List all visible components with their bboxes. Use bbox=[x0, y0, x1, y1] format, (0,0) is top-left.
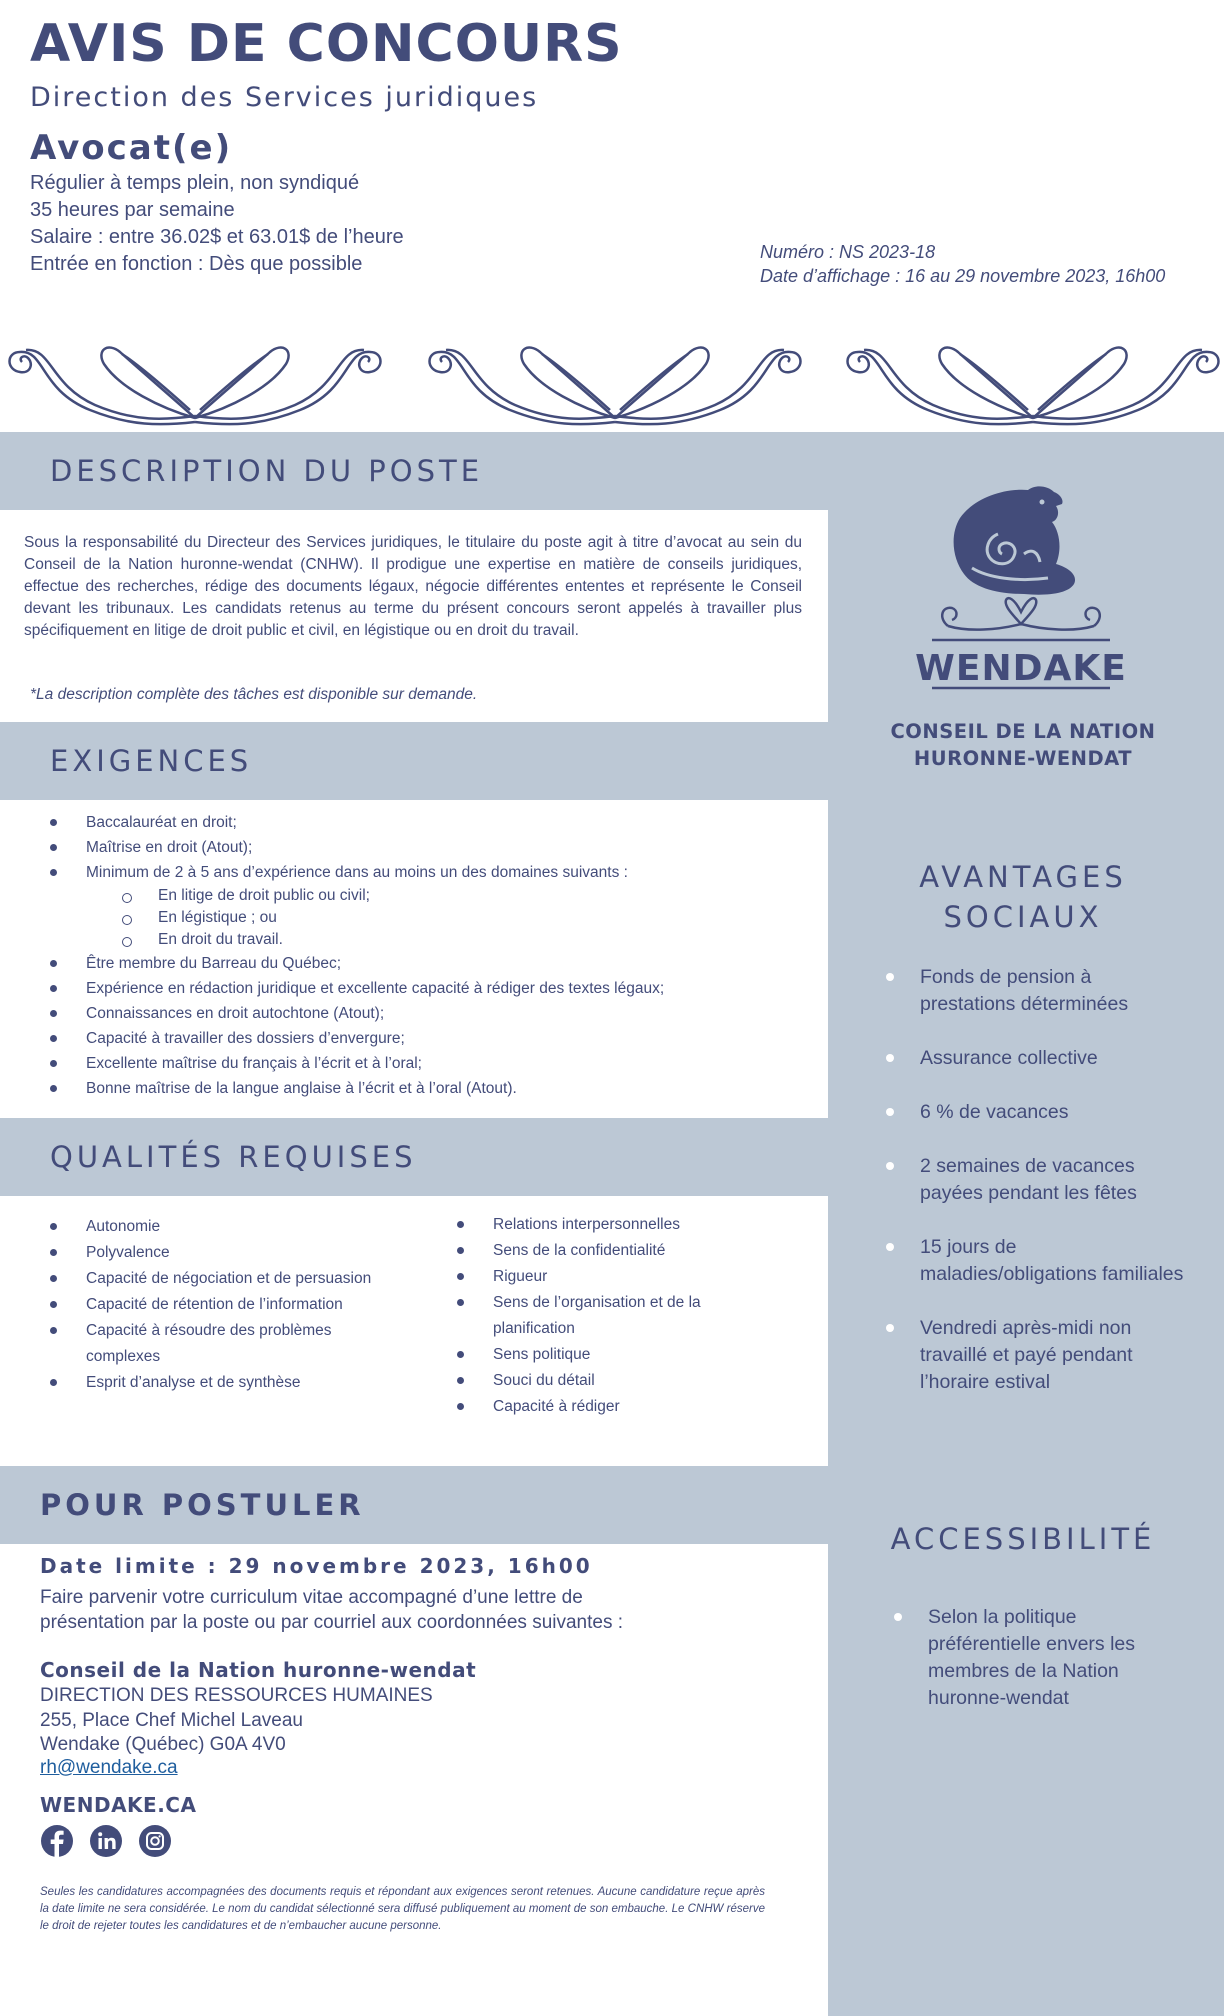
benefits-title-line: AVANTAGES bbox=[919, 860, 1127, 894]
benefits-list bbox=[886, 964, 1186, 1423]
list-item: Bonne maîtrise de la langue anglaise à l’écrit et à l’oral (Atout). bbox=[50, 1076, 810, 1101]
instagram-icon[interactable] bbox=[138, 1824, 172, 1858]
council-name-line: HURONNE-WENDAT bbox=[913, 747, 1133, 770]
department-name: Direction des Services juridiques bbox=[30, 82, 539, 113]
section-band-qualities bbox=[0, 1118, 828, 1196]
accessibility-list bbox=[894, 1604, 1194, 1739]
job-start: Entrée en fonction : Dès que possible bbox=[30, 253, 363, 275]
section-band-requirements bbox=[0, 722, 828, 800]
requirements-list bbox=[50, 810, 810, 1101]
section-title-apply: POUR POSTULER bbox=[40, 1488, 365, 1522]
sub-list-item: En légistique ; ou bbox=[50, 907, 810, 929]
list-item: Capacité à résoudre des problèmes complexes bbox=[50, 1318, 350, 1370]
council-name bbox=[852, 718, 1194, 772]
accessibility-title: ACCESSIBILITÉ bbox=[890, 1522, 1156, 1556]
posting-number: Numéro : NS 2023-18 bbox=[760, 242, 936, 262]
benefits-title bbox=[852, 857, 1194, 937]
job-salary: Salaire : entre 36.02$ et 63.01$ de l’heure bbox=[30, 226, 404, 248]
email-link[interactable]: rh@wendake.ca bbox=[40, 1757, 178, 1778]
list-item: Capacité à travailler des dossiers d’envergure; bbox=[50, 1026, 810, 1051]
job-status: Régulier à temps plein, non syndiqué bbox=[30, 172, 360, 194]
list-item: Minimum de 2 à 5 ans d’expérience dans au moins un des domaines suivants : bbox=[50, 860, 810, 885]
list-item: Capacité de négociation et de persuasion bbox=[50, 1266, 430, 1292]
list-item: Expérience en rédaction juridique et excellente capacité à rédiger des textes légaux; bbox=[50, 976, 810, 1001]
application-deadline: Date limite : 29 novembre 2023, 16h00 bbox=[40, 1554, 593, 1578]
list-item: Relations interpersonnelles bbox=[457, 1212, 777, 1238]
disclaimer-text: Seules les candidatures accompagnées des documents requis et répondant aux exigences seront retenues. Aucune candidature reçue après la date limite ne sera considérée. Le nom du candidat sélectionné sera diffusé publiquement au moment de son embauche. Le CNHW réserve le droit de rejeter toutes les candidatures et de n’embaucher aucune personne. bbox=[40, 1886, 765, 1932]
address-line: DIRECTION DES RESSOURCES HUMAINES bbox=[40, 1685, 433, 1706]
list-item: Maîtrise en droit (Atout); bbox=[50, 835, 810, 860]
list-item: Souci du détail bbox=[457, 1368, 777, 1394]
section-title-requirements: EXIGENCES bbox=[50, 744, 253, 778]
benefits-title-line: SOCIAUX bbox=[943, 900, 1103, 934]
linkedin-icon[interactable] bbox=[89, 1824, 123, 1858]
list-item: Sens de la confidentialité bbox=[457, 1238, 777, 1264]
ornament-divider bbox=[0, 330, 1224, 434]
apply-instructions: Faire parvenir votre curriculum vitae accompagné d’une lettre de présentation par la poste ou par courriel aux coordonnées suivantes : bbox=[40, 1587, 624, 1633]
beaver-logo-icon bbox=[915, 478, 1127, 696]
section-band-apply bbox=[0, 1466, 828, 1544]
council-name-line: CONSEIL DE LA NATION bbox=[890, 720, 1156, 743]
description-text: Sous la responsabilité du Directeur des Services juridiques, le titulaire du poste agit à titre d’avocat au sein du Conseil de la Nation huronne-wendat (CNHW). Il prodigue une expertise en matière de conseils juridiques, effectue des recherches, rédige des documents légaux, négocie différentes ententes et représente le Conseil devant les tribunaux. Les candidats retenus au terme du présent concours seront appelés à travailler plus spécifiquement en litige de droit public et civil, en légistique ou en droit du travail. bbox=[24, 534, 802, 639]
list-item: Capacité à rédiger bbox=[457, 1394, 777, 1420]
website-link[interactable]: WENDAKE.CA bbox=[40, 1793, 197, 1817]
job-title: Avocat(e) bbox=[30, 128, 233, 168]
list-item: Capacité de rétention de l’information bbox=[50, 1292, 430, 1318]
page-title: AVIS DE CONCOURS bbox=[30, 14, 623, 74]
list-item: 6 % de vacances bbox=[886, 1099, 1186, 1126]
sub-list-item: En litige de droit public ou civil; bbox=[50, 885, 810, 907]
section-title-description: DESCRIPTION DU POSTE bbox=[50, 454, 484, 488]
list-item: Polyvalence bbox=[50, 1240, 430, 1266]
list-item: Être membre du Barreau du Québec; bbox=[50, 951, 810, 976]
list-item: Assurance collective bbox=[886, 1045, 1186, 1072]
list-item: Autonomie bbox=[50, 1214, 430, 1240]
logo-wordmark: WENDAKE bbox=[915, 648, 1127, 689]
qualities-list-left bbox=[50, 1214, 430, 1396]
organization-name: Conseil de la Nation huronne-wendat bbox=[40, 1658, 477, 1682]
address-line: 255, Place Chef Michel Laveau bbox=[40, 1710, 303, 1731]
facebook-icon[interactable] bbox=[40, 1824, 74, 1858]
job-hours: 35 heures par semaine bbox=[30, 199, 235, 221]
list-item: Baccalauréat en droit; bbox=[50, 810, 810, 835]
list-item: Connaissances en droit autochtone (Atout); bbox=[50, 1001, 810, 1026]
list-item: Vendredi après-midi non travaillé et payé pendant l’horaire estival bbox=[886, 1315, 1186, 1396]
list-item: Selon la politique préférentielle envers les membres de la Nation huronne-wendat bbox=[894, 1604, 1194, 1712]
posting-date: Date d’affichage : 16 au 29 novembre 2023, 16h00 bbox=[760, 266, 1166, 286]
list-item: Esprit d’analyse et de synthèse bbox=[50, 1370, 430, 1396]
list-item: 15 jours de maladies/obligations familiales bbox=[886, 1234, 1186, 1288]
list-item: Sens politique bbox=[457, 1342, 777, 1368]
section-title-qualities: QUALITÉS REQUISES bbox=[50, 1140, 417, 1174]
qualities-list-right bbox=[457, 1212, 777, 1420]
list-item: Sens de l’organisation et de la planification bbox=[457, 1290, 727, 1342]
list-item: Excellente maîtrise du français à l’écrit et à l’oral; bbox=[50, 1051, 810, 1076]
description-note: *La description complète des tâches est disponible sur demande. bbox=[30, 686, 478, 703]
list-item: Fonds de pension à prestations déterminées bbox=[886, 964, 1186, 1018]
address-line: Wendake (Québec) G0A 4V0 bbox=[40, 1734, 286, 1755]
list-item: Rigueur bbox=[457, 1264, 777, 1290]
sub-list-item: En droit du travail. bbox=[50, 929, 810, 951]
list-item: 2 semaines de vacances payées pendant les fêtes bbox=[886, 1153, 1186, 1207]
